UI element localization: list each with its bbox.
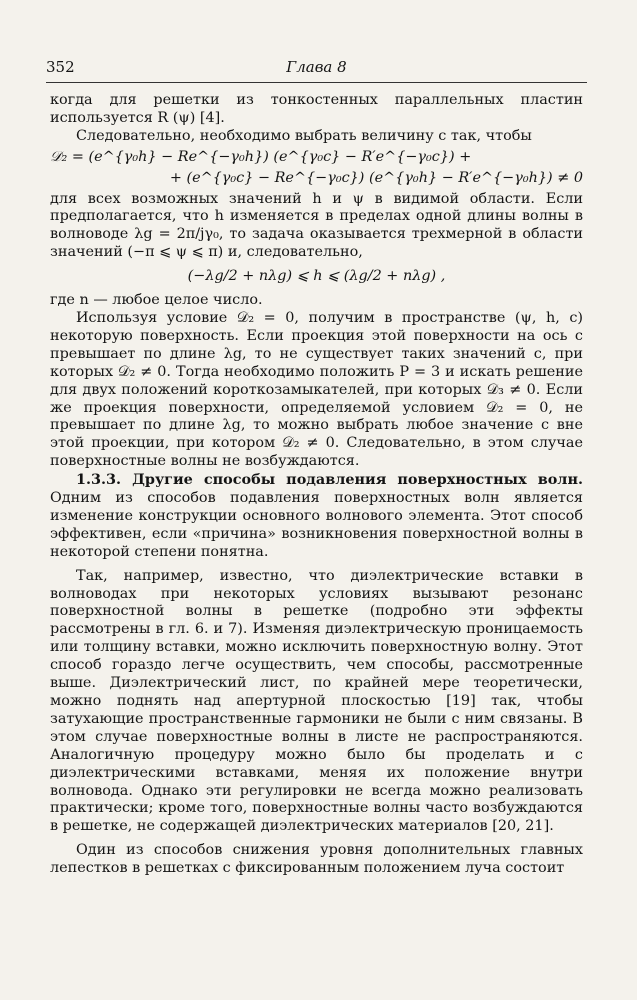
body-text <box>50 92 583 878</box>
paragraph-3: для всех возможных значений h и ψ в видимой области. Если предполагается, что h изменяется в пределах одной длины волны в волноводе λg = 2π/jγ₀, то задача оказывается трехмерной в области значений (−π ⩽ ψ ⩽ π) и, следовательно, <box>50 190 583 261</box>
paragraph-1: когда для решетки из тонкостенных параллельных пластин используется R (ψ) [4]. <box>50 92 583 126</box>
paragraph-2: Следовательно, необходимо выбрать величину c так, чтобы <box>76 127 532 144</box>
page-number: 352 <box>46 58 75 76</box>
paragraph-5: Используя условие 𝒟₂ = 0, получим в пространстве (ψ, h, c) некоторую поверхность. Если проекция этой поверхности на ось c превышает по длине λg, то не существует таких значений c, при которых 𝒟₂ ≠ 0. Тогда необходимо положить P = 3 и искать решение для двух положений короткозамыкателей, при которых 𝒟₃ ≠ 0. Если же проекция поверхности, определяемой условием 𝒟₂ = 0, не превышает по длине λg, то можно выбрать любое значение c вне этой проекции, при котором 𝒟₂ ≠ 0. Следовательно, в этом случае поверхностные волны не возбуждаются. <box>50 309 583 470</box>
running-head: Глава 8 <box>286 58 347 76</box>
formula-d2-line1: 𝒟₂ = (e^{γ₀h} − Re^{−γ₀h}) (e^{γ₀c} − R′e^{−γ₀c}) + <box>50 148 472 165</box>
formula-h-range: (−λg/2 + nλg) ⩽ h ⩽ (λg/2 + nλg) , <box>187 268 446 285</box>
page-header <box>46 58 587 83</box>
paragraph-6 <box>50 471 583 562</box>
subsection-title: 1.3.3. Другие способы подавления поверхностных волн. <box>76 471 583 489</box>
formula-d2-line2: + (e^{γ₀c} − Re^{−γ₀c}) (e^{γ₀h} − R′e^{−γ₀h}) ≠ 0 <box>169 169 583 186</box>
paragraph-7: Так, например, известно, что диэлектрические вставки в волноводах при некоторых условиях вызывают резонанс поверхностной волны в решетке (подробно эти эффекты рассмотрены в гл. 6. и 7). Изменяя диэлектрическую проницаемость или толщину вставки, можно исключить поверхностную волну. Этот способ гораздо легче осуществить, чем способы, рассмотренные выше. Диэлектрический лист, по крайней мере теоретически, можно поднять над апертурной плоскостью [19] так, чтобы затухающие пространственные гармоники не были с ним связаны. В этом случае поверхностные волны в листе не распространяются. Аналогичную процедуру можно было бы проделать и с диэлектрическими вставками, меняя их положение внутри волновода. Однако эти регулировки не всегда можно реализовать практически; кроме того, поверхностные волны часто возбуждаются в решетке, не содержащей диэлектрических материалов [20, 21]. <box>50 567 583 835</box>
paragraph-4: где n — любое целое число. <box>50 292 263 309</box>
paragraph-8: Один из способов снижения уровня дополнительных главных лепестков в решетках с фиксированным положением луча состоит <box>50 842 583 877</box>
paragraph-6-text: Одним из способов подавления поверхностных волн является изменение конструкции основного волнового элемента. Этот способ эффективен, если «причина» возникновения поверхностной волны в некоторой степени понятна. <box>50 490 583 560</box>
